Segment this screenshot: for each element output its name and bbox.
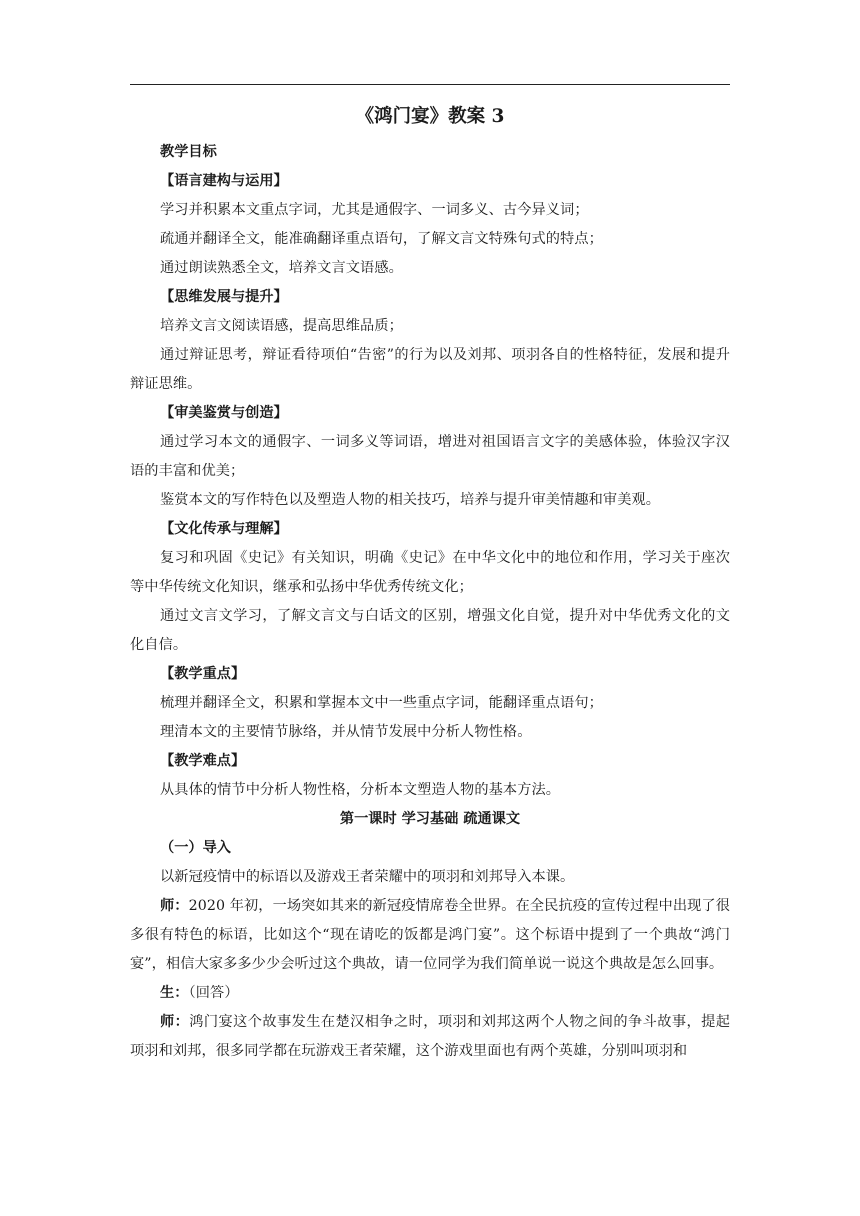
section-heading-culture: 【文化传承与理解】 bbox=[160, 521, 288, 537]
header-rule bbox=[130, 84, 730, 85]
document-body bbox=[130, 100, 730, 1066]
document-title: 《鸿门宴》教案 3 bbox=[355, 106, 505, 127]
section-heading-difficulties: 【教学难点】 bbox=[160, 753, 246, 769]
language-line-1: 学习并积累本文重点字词，尤其是通假字、一词多义、古今异义词； bbox=[160, 202, 589, 218]
key-points-line-2: 理清本文的主要情节脉络，并从情节发展中分析人物性格。 bbox=[160, 724, 532, 740]
section-heading-thinking: 【思维发展与提升】 bbox=[160, 289, 288, 305]
speaker-label: 生： bbox=[160, 985, 189, 1001]
dialogue-student-1 bbox=[130, 979, 730, 1008]
intro-line: 以新冠疫情中的标语以及游戏王者荣耀中的项羽和刘邦导入本课。 bbox=[160, 869, 575, 885]
speaker-label: 师： bbox=[160, 1014, 190, 1030]
dialogue-teacher-1 bbox=[130, 892, 730, 979]
section-heading-language: 【语言建构与运用】 bbox=[160, 173, 288, 189]
section-heading-aesthetic: 【审美鉴赏与创造】 bbox=[160, 405, 288, 421]
thinking-line-1: 培养文言文阅读语感，提高思维品质； bbox=[160, 318, 403, 334]
speaker-label: 师： bbox=[160, 898, 189, 914]
lesson-heading: 第一课时 学习基础 疏通课文 bbox=[339, 811, 521, 827]
intro-heading: （一）导入 bbox=[160, 840, 231, 856]
language-line-2: 疏通并翻译全文，能准确翻译重点语句，了解文言文特殊句式的特点； bbox=[160, 231, 603, 247]
section-heading-key-points: 【教学重点】 bbox=[160, 666, 246, 682]
dialogue-text: 2020 年初，一场突如其来的新冠疫情席卷全世界。在全民抗疫的宣传过程中出现了很多很有特色的标语，比如这个“现在请吃的饭都是鸿门宴”。这个标语中提到了一个典故“鸿门宴”，相信大家多多少少会听过这个典故，请一位同学为我们简单说一说这个典故是怎么回事。 bbox=[130, 898, 730, 972]
thinking-line-2: 通过辩证思考，辩证看待项伯“告密”的行为以及刘邦、项羽各自的性格特征，发展和提升辩证思维。 bbox=[130, 347, 730, 392]
culture-line-2: 通过文言文学习，了解文言文与白话文的区别，增强文化自觉，提升对中华优秀文化的文化自信。 bbox=[130, 608, 730, 653]
dialogue-text: （回答） bbox=[188, 985, 239, 1001]
aesthetic-line-2: 鉴赏本文的写作特色以及塑造人物的相关技巧，培养与提升审美情趣和审美观。 bbox=[160, 492, 661, 508]
difficulties-line-1: 从具体的情节中分析人物性格，分析本文塑造人物的基本方法。 bbox=[160, 782, 561, 798]
culture-line-1: 复习和巩固《史记》有关知识，明确《史记》在中华文化中的地位和作用，学习关于座次等中华传统文化知识，继承和弘扬中华优秀传统文化； bbox=[130, 550, 730, 595]
dialogue-teacher-2 bbox=[130, 1008, 730, 1066]
goals-heading: 教学目标 bbox=[160, 144, 217, 160]
dialogue-text: 鸿门宴这个故事发生在楚汉相争之时，项羽和刘邦这两个人物之间的争斗故事，提起项羽和刘邦，很多同学都在玩游戏王者荣耀，这个游戏里面也有两个英雄，分别叫项羽和 bbox=[130, 1014, 730, 1059]
aesthetic-line-1: 通过学习本文的通假字、一词多义等词语，增进对祖国语言文字的美感体验，体验汉字汉语的丰富和优美； bbox=[130, 434, 730, 479]
key-points-line-1: 梳理并翻译全文，积累和掌握本文中一些重点字词，能翻译重点语句； bbox=[160, 695, 603, 711]
language-line-3: 通过朗读熟悉全文，培养文言文语感。 bbox=[160, 260, 403, 276]
